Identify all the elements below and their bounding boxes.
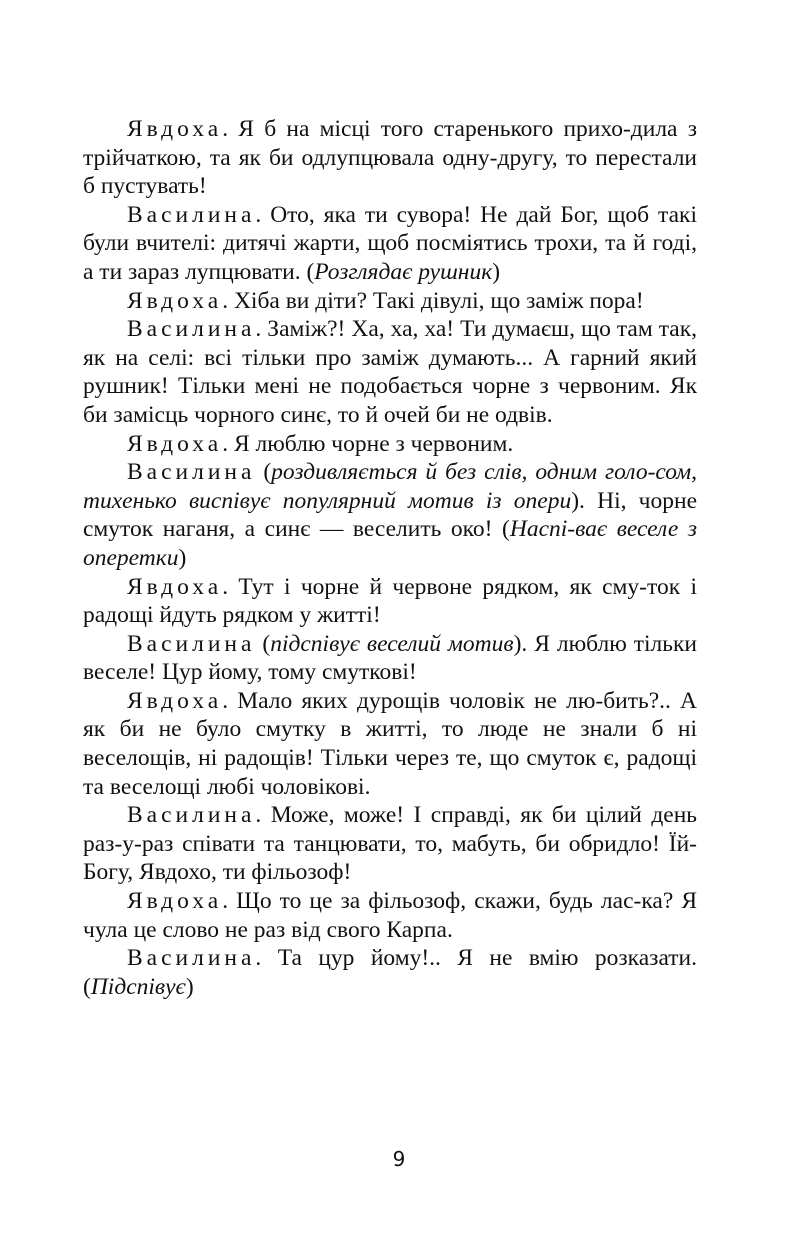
speaker-name: Василина (127, 201, 256, 228)
speaker-name: Явдоха (127, 687, 223, 714)
dialogue-paragraph (83, 201, 697, 287)
speech-text: . Заміж?! Ха, ха, ха! Ти думаєш, що там так, як на селі: всі тільки про заміж думають... А гарний який рушник! Тільки мені не подобається чорне з червоним. Як би замісць чорного синє, то й очей би не одвів. (83, 316, 697, 428)
dialogue-text (83, 115, 697, 1001)
speaker-name: Василина (127, 630, 256, 657)
speech-text: . Я б на місці того старенького прихо-дила з трійчаткою, та як би одлупцювала одну-другу, то перестали б пустувать! (83, 116, 697, 200)
speech-text: . Що то це за фільозоф, скажи, будь лас-ка? Я чула це слово не раз від свого Карпа. (83, 888, 697, 943)
speaker-name: Явдоха (127, 430, 223, 457)
dialogue-paragraph (83, 115, 697, 201)
speech-text: ) (185, 973, 194, 1000)
speech-text: . Мало яких дурощів чоловік не лю-бить?.. А як би не було смутку в житті, то люде не знали б ні веселощів, ні радощів! Тільки через те, що смуток є, радощі та веселощі любі чоловікові. (83, 687, 697, 800)
dialogue-paragraph (83, 573, 697, 630)
speaker-name: Явдоха (127, 287, 223, 314)
speech-text: ) (178, 544, 187, 571)
speech-text: . Я люблю чорне з червоним. (222, 430, 514, 457)
speech-text: ) (492, 258, 501, 285)
dialogue-paragraph (83, 887, 697, 944)
dialogue-paragraph (83, 458, 697, 572)
dialogue-paragraph (83, 801, 697, 887)
dialogue-paragraph (83, 944, 697, 1001)
speech-text: ( (255, 459, 272, 486)
speaker-name: Явдоха (127, 888, 223, 915)
speech-text: ( (255, 630, 271, 657)
speech-text: . Та цур йому!.. Я не вмію розказати. ( (83, 945, 697, 1000)
page-number: 9 (392, 1147, 406, 1171)
speech-text: ). Ні, чорне смуток наганя, а синє — веселить око! ( (83, 487, 698, 543)
stage-direction: Наспі-ває веселе з оперетки (83, 516, 697, 571)
dialogue-paragraph (83, 287, 697, 316)
dialogue-paragraph (83, 630, 697, 687)
stage-direction: Розглядає рушник (314, 258, 493, 285)
speaker-name: Василина (127, 459, 256, 486)
speech-text: . Ото, яка ти сувора! Не дай Бог, щоб такі були вчителі: дитячі жарти, щоб посміятись трохи, та й годі, а ти зараз лупцювати. ( (83, 201, 697, 285)
stage-direction: Підспівує (90, 973, 186, 1000)
speaker-name: Явдоха (127, 116, 223, 142)
speaker-name: Явдоха (127, 573, 223, 600)
stage-direction: роздивляється й без слів, одним голо-сом, тихенько виспівує популярний мотив із опери (83, 459, 697, 514)
dialogue-paragraph (83, 430, 697, 459)
speaker-name: Василина (127, 802, 256, 829)
dialogue-paragraph (83, 315, 697, 429)
speaker-name: Василина (127, 945, 256, 972)
speech-text: . Хіба ви діти? Такі дівулі, що заміж пора! (222, 287, 644, 314)
dialogue-paragraph (83, 687, 697, 801)
stage-direction: підспівує веселий мотив (270, 630, 514, 657)
speech-text: . Може, може! І справді, як би цілий день раз-у-раз співати та танцювати, то, мабуть, би обридло! Їй-Богу, Явдохо, ти фільозоф! (83, 802, 697, 886)
speaker-name: Василина (127, 316, 256, 343)
speech-text: ). Я люблю тільки веселе! Цур йому, тому смуткові! (83, 630, 697, 686)
speech-text: . Тут і чорне й червоне рядком, як сму-ток і радощі йдуть рядком у житті! (83, 573, 697, 629)
